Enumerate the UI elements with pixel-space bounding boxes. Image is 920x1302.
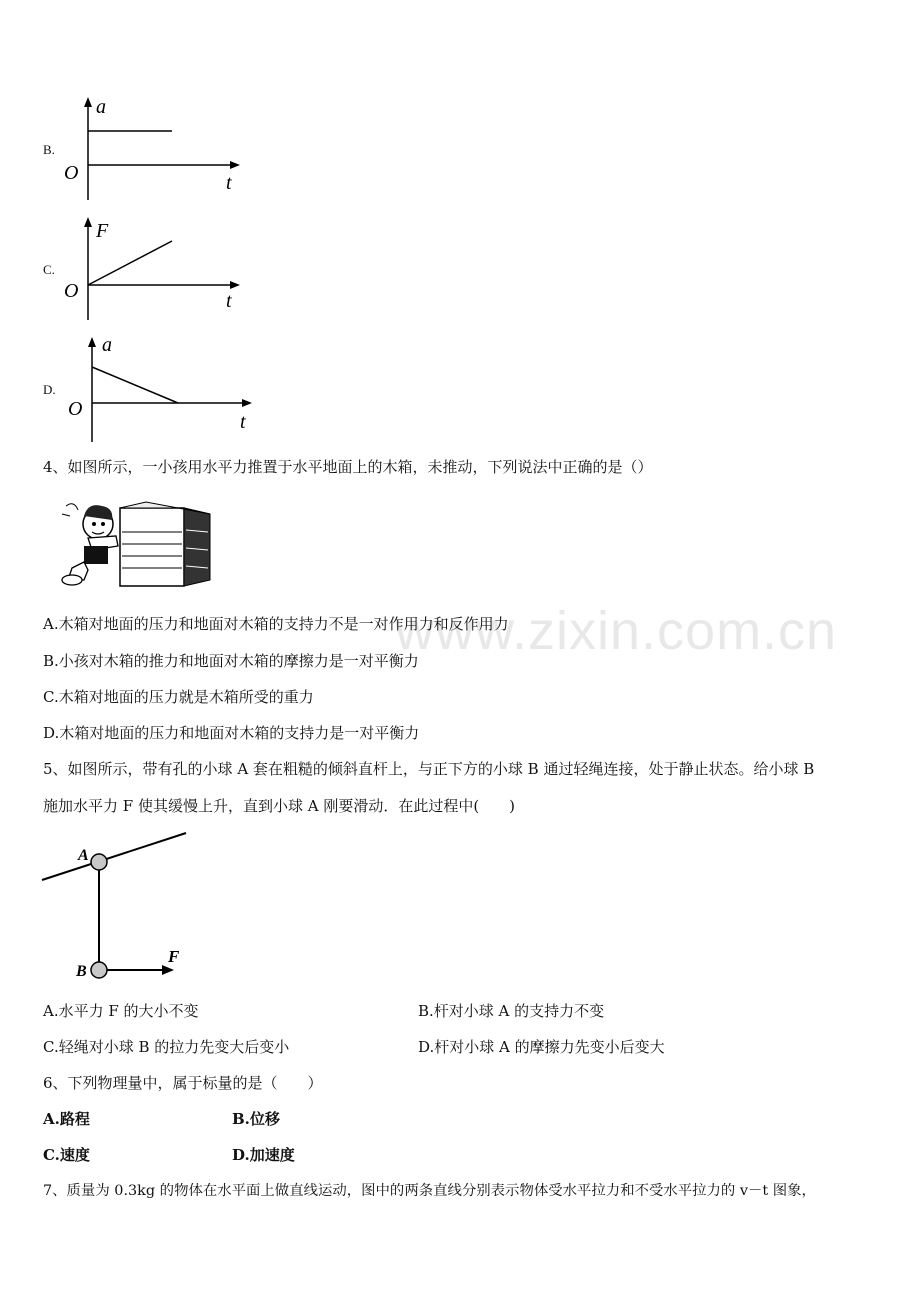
graph-b-option-label: B. <box>43 142 55 157</box>
force-f-arrowhead <box>162 965 174 975</box>
graph-d-ylabel: a <box>102 335 112 356</box>
graph-c-y-arrow <box>84 217 92 227</box>
graph-d-origin: O <box>68 398 83 420</box>
q5-figure-rod-and-balls <box>40 828 200 988</box>
graph-c-x-arrow <box>230 281 240 289</box>
q6-option-c: C.速度 <box>43 1146 90 1164</box>
q6-option-d: D.加速度 <box>232 1146 295 1164</box>
q5-stem-line2: 施加水平力 F 使其缓慢上升，直到小球 A 刚要滑动．在此过程中( ) <box>43 797 516 815</box>
q7-stem: 7、质量为 0.3kg 的物体在水平面上做直线运动，图中的两条直线分别表示物体受水平拉力和不受水平拉力的 v－t 图象， <box>43 1183 816 1199</box>
q6-option-b: B.位移 <box>232 1110 280 1128</box>
graph-c-option-label: C. <box>43 262 55 277</box>
inclined-rod <box>42 833 186 880</box>
graph-d-y-arrow <box>88 337 96 347</box>
q4-option-a: A.木箱对地面的压力和地面对木箱的支持力不是一对作用力和反作用力 <box>43 615 509 633</box>
q5-stem-line1: 5、如图所示，带有孔的小球 A 套在粗糙的倾斜直杆上，与正下方的小球 B 通过轻绳连接，处于静止状态。给小球 B <box>43 760 815 778</box>
q4-option-d: D.木箱对地面的压力和地面对木箱的支持力是一对平衡力 <box>43 724 420 742</box>
child-shoe <box>62 575 82 585</box>
graph-b <box>60 95 250 205</box>
label-a: A <box>78 847 89 864</box>
child-body <box>84 546 108 564</box>
graph-d-option-label: D. <box>43 382 56 397</box>
graph-d-line <box>92 367 178 403</box>
graph-d-x-arrow <box>242 399 252 407</box>
label-f: F <box>168 947 180 966</box>
graph-b-xlabel: t <box>226 172 232 194</box>
graph-c-ylabel: F <box>96 220 109 242</box>
label-b: B <box>76 963 87 980</box>
watermark: www.zixin.com.cn <box>395 601 838 661</box>
graph-c <box>60 215 250 325</box>
graph-b-y-arrow <box>84 97 92 107</box>
q5-option-a: A.水平力 F 的大小不变 <box>43 1002 199 1020</box>
graph-c-origin: O <box>64 280 79 302</box>
box-front <box>120 508 184 586</box>
q4-figure-child-pushing-box <box>58 496 218 588</box>
q4-stem: 4、如图所示，一小孩用水平力推置于水平地面上的木箱，未推动，下列说法中正确的是（） <box>43 458 653 476</box>
q5-option-b: B.杆对小球 A 的支持力不变 <box>418 1002 605 1020</box>
q5-option-c: C.轻绳对小球 B 的拉力先变大后变小 <box>43 1038 290 1056</box>
graph-b-x-arrow <box>230 161 240 169</box>
box-side <box>184 508 210 586</box>
ball-a <box>91 854 107 870</box>
q4-option-b: B.小孩对木箱的推力和地面对木箱的摩擦力是一对平衡力 <box>43 652 419 670</box>
q6-stem: 6、下列物理量中，属于标量的是（ ） <box>43 1074 323 1092</box>
graph-d <box>60 335 260 445</box>
q4-option-c: C.木箱对地面的压力就是木箱所受的重力 <box>43 688 314 706</box>
q5-option-d: D.杆对小球 A 的摩擦力先变小后变大 <box>418 1038 665 1056</box>
q6-option-a: A.路程 <box>43 1110 90 1128</box>
ball-b <box>91 962 107 978</box>
graph-c-xlabel: t <box>226 290 232 312</box>
graph-c-line <box>88 241 172 285</box>
graph-b-origin: O <box>64 162 79 184</box>
graph-b-ylabel: a <box>96 96 106 118</box>
graph-d-xlabel: t <box>240 411 246 433</box>
